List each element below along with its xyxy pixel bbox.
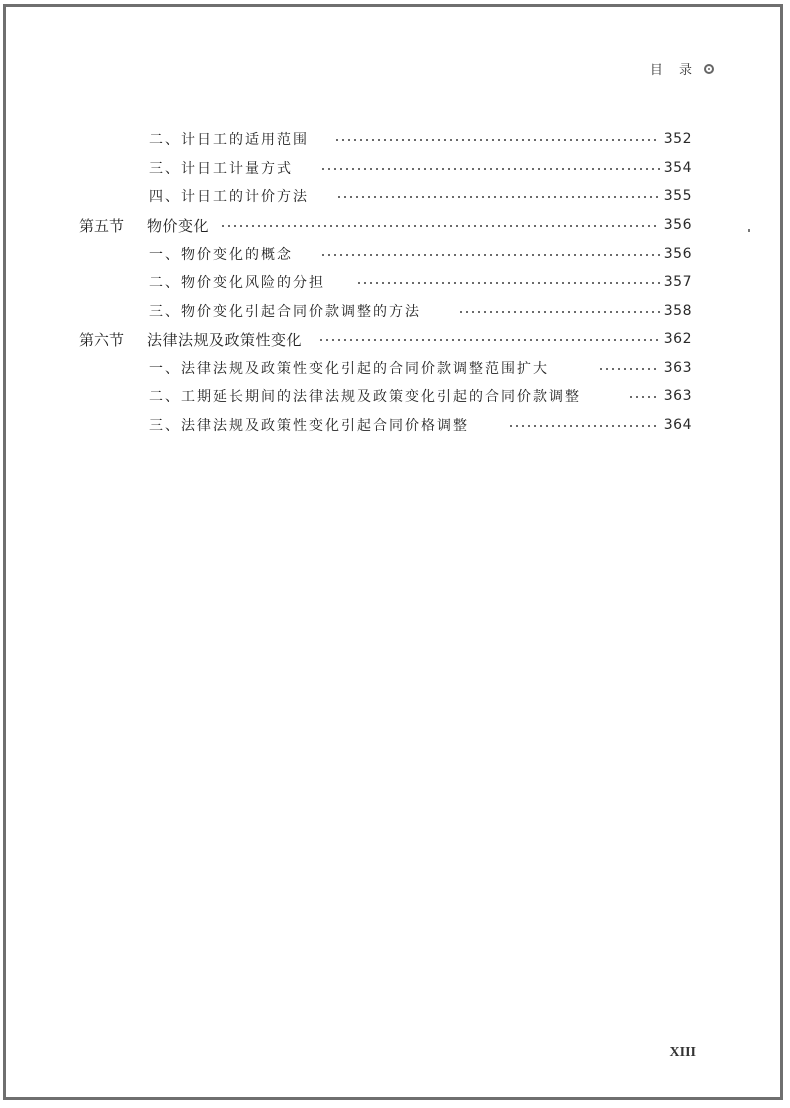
dot-leader <box>318 339 660 341</box>
toc-entry-title: 三、物价变化引起合同价款调整的方法 <box>149 304 421 320</box>
toc-entry[interactable] <box>6 156 780 180</box>
toc-entry-page: 362 <box>663 331 692 347</box>
toc-entry-page: 354 <box>663 160 692 176</box>
toc-entry[interactable] <box>6 127 780 151</box>
toc-entry-page: 363 <box>663 388 692 404</box>
document-page <box>3 4 783 1100</box>
page-folio: XIII <box>669 1045 696 1060</box>
dot-leader <box>598 368 660 370</box>
toc-entry-page: 364 <box>663 417 692 433</box>
section-number: 第五节 <box>79 216 125 235</box>
toc-entry-page: 356 <box>663 246 692 262</box>
dot-leader <box>220 225 660 227</box>
toc-entry-title: 二、工期延长期间的法律法规及政策变化引起的合同价款调整 <box>149 389 581 405</box>
toc-entry[interactable] <box>6 242 780 266</box>
toc-entry-page: 352 <box>663 131 692 147</box>
toc-entry[interactable] <box>6 270 780 294</box>
dot-leader <box>336 196 660 198</box>
toc-entry[interactable] <box>6 384 780 408</box>
toc-entry-title: 四、计日工的计价方法 <box>149 189 309 205</box>
dot-leader <box>320 168 660 170</box>
circle-ornament-icon <box>704 64 714 74</box>
toc-entry[interactable] <box>6 184 780 208</box>
toc-entry-title: 一、法律法规及政策性变化引起的合同价款调整范围扩大 <box>149 361 549 377</box>
section-title: 物价变化 <box>147 216 210 235</box>
dot-leader <box>628 396 660 398</box>
toc-entry[interactable] <box>6 413 780 437</box>
toc-entry-title: 三、计日工计量方式 <box>149 161 293 177</box>
toc-section-entry[interactable] <box>6 327 780 351</box>
toc-entry-page: 357 <box>663 274 692 290</box>
toc-entry-page: 363 <box>663 360 692 376</box>
toc-entry-page: 356 <box>663 217 692 233</box>
toc-entry[interactable] <box>6 299 780 323</box>
toc-entry-title: 二、计日工的适用范围 <box>149 132 309 148</box>
toc-entry-page: 358 <box>663 303 692 319</box>
dot-leader <box>508 425 660 427</box>
toc-entry-title: 二、物价变化风险的分担 <box>149 275 325 291</box>
dot-leader <box>356 282 660 284</box>
running-head <box>650 59 714 78</box>
toc-entry-title: 三、法律法规及政策性变化引起合同价格调整 <box>149 418 469 434</box>
toc-section-entry[interactable] <box>6 213 780 237</box>
section-title: 法律法规及政策性变化 <box>147 330 303 349</box>
dot-leader <box>320 254 660 256</box>
toc-entry[interactable] <box>6 356 780 380</box>
toc-entry-title: 一、物价变化的概念 <box>149 247 293 263</box>
section-number: 第六节 <box>79 330 125 349</box>
scan-speck <box>748 229 750 232</box>
dot-leader <box>334 139 660 141</box>
dot-leader <box>458 311 660 313</box>
toc-entry-page: 355 <box>663 188 692 204</box>
running-head-text: 目 录 <box>649 63 698 78</box>
